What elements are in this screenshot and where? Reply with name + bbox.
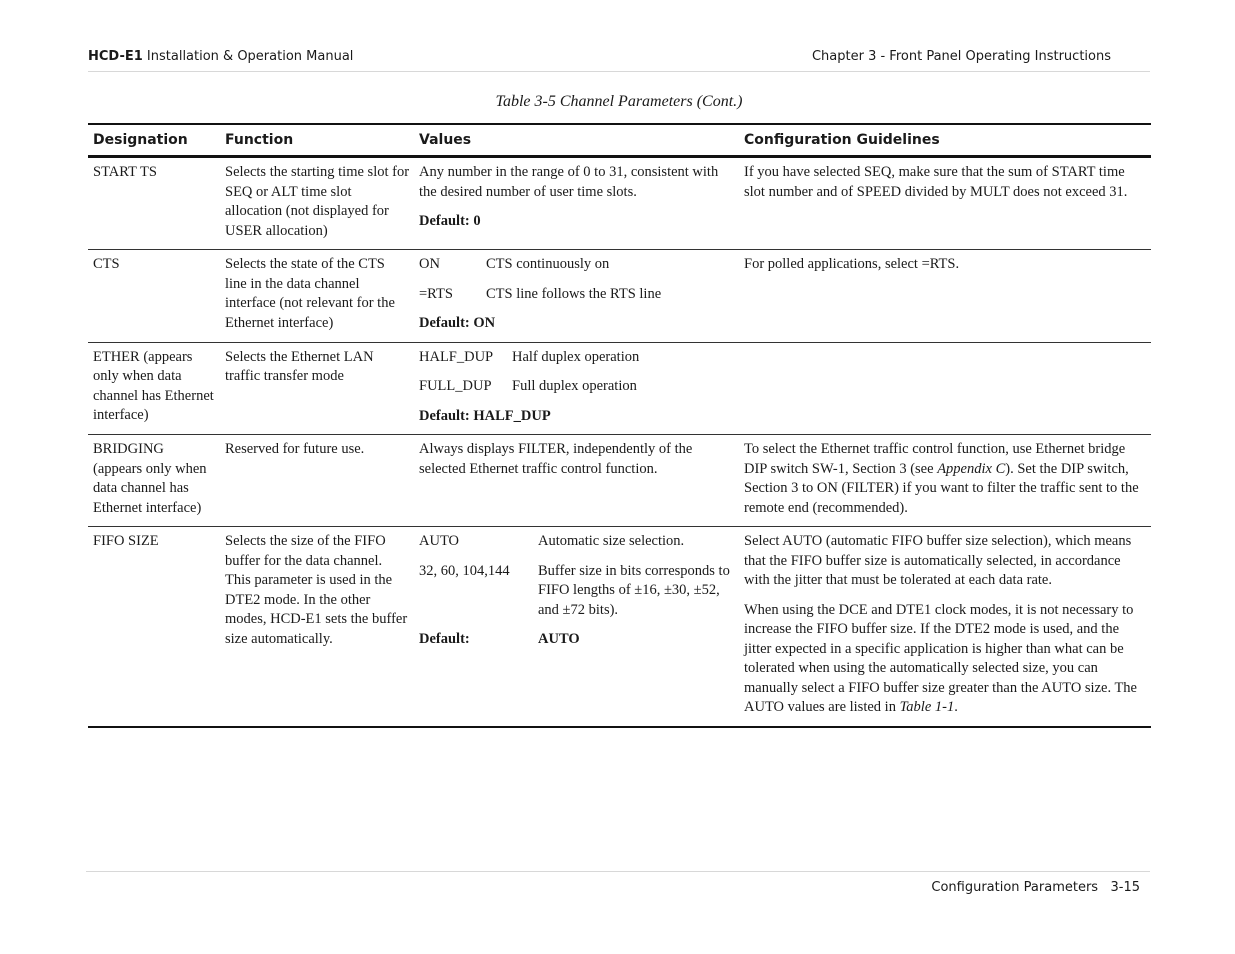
values-cell — [414, 342, 739, 435]
values-cell — [414, 157, 739, 250]
values-cell — [414, 250, 739, 343]
guideline-paragraph: Select AUTO (automatic FIFO buffer size selection), which means that the FIFO buffer size is automatically selected, in accordance with the jitter that must be tolerated at each data rate. — [744, 533, 1132, 588]
column-header-values: Values — [414, 124, 739, 157]
designation-cell: ETHER (appears only when data channel has Ethernet interface) — [88, 342, 220, 435]
default-value: Default: 0 — [419, 213, 481, 229]
value-option — [419, 348, 735, 368]
product-name: HCD-E1 — [88, 49, 143, 64]
option-desc: Half duplex operation — [512, 348, 640, 365]
guidelines-cell — [739, 342, 1151, 435]
designation-cell: START TS — [88, 157, 220, 250]
function-cell: Selects the state of the CTS line in the data channel interface (not relevant for the Ethernet interface) — [220, 250, 414, 343]
default-value: Default: ON — [419, 315, 496, 331]
option-desc: CTS continuously on — [486, 256, 610, 272]
value-option — [419, 532, 735, 552]
default-label: Default: — [419, 631, 470, 647]
guideline-text: When using the DCE and DTE1 clock modes, it is not necessary to increase the FIFO buffer size. If the DTE2 mode is used, and the jitter expected in a specific application is higher than what can be tolerated when using the automatically selected size, you can manually select a FIFO buffer size greater than the AUTO size. The AUTO values are listed in — [744, 601, 1137, 715]
guideline-text: ). Set the DIP switch, Section 3 to ON (FILTER) if you want to filter the traffic sent to the remote end (recommended). — [744, 460, 1139, 516]
values-cell: Always displays FILTER, independently of the selected Ethernet traffic control function. — [414, 435, 739, 527]
chapter-title: Chapter 3 - Front Panel Operating Instructions — [811, 49, 1111, 64]
footer-label — [931, 880, 1140, 895]
value-option — [419, 377, 735, 397]
guidelines-cell: For polled applications, select =RTS. — [739, 250, 1151, 343]
appendix-reference: Appendix C — [937, 460, 1006, 477]
column-header-designation: Designation — [88, 124, 220, 157]
function-cell: Selects the size of the FIFO buffer for the data channel. This parameter is used in the DTE2 mode. In the other modes, HCD-E1 sets the buffer size automatically. — [220, 527, 414, 727]
values-text: Any number in the range of 0 to 31, consistent with the desired number of user time slots. — [419, 164, 719, 200]
option-key: FULL_DUP — [419, 378, 492, 394]
option-key: AUTO — [419, 533, 460, 549]
column-header-function: Function — [220, 124, 414, 157]
option-desc: CTS line follows the RTS line — [486, 285, 662, 302]
function-cell: Selects the starting time slot for SEQ or ALT time slot allocation (not displayed for USER allocation) — [220, 157, 414, 250]
function-cell: Reserved for future use. — [220, 435, 414, 527]
manual-name: Installation & Operation Manual — [146, 49, 354, 64]
option-key: 32, 60, 104,144 — [419, 562, 510, 579]
guidelines-cell — [739, 527, 1151, 727]
option-key: ON — [419, 256, 440, 272]
guideline-text: To select the Ethernet traffic control function, use Ethernet bridge DIP switch SW-1, Section 3 (see — [744, 441, 1126, 477]
value-option — [419, 562, 735, 621]
function-cell: Selects the Ethernet LAN traffic transfer mode — [220, 342, 414, 435]
table-row — [88, 527, 1151, 727]
page-number: 3-15 — [1110, 880, 1140, 895]
table-reference: Table 1-1 — [899, 699, 955, 715]
designation-cell: FIFO SIZE — [88, 527, 220, 727]
footer-section: Configuration Parameters — [931, 880, 1099, 895]
guideline-paragraph — [744, 601, 1147, 718]
guidelines-cell — [739, 435, 1151, 527]
designation-cell: CTS — [88, 250, 220, 343]
option-desc: Automatic size selection. — [538, 533, 685, 549]
channel-parameters-table — [88, 123, 1151, 728]
default-value — [419, 630, 735, 650]
table-row — [88, 342, 1151, 435]
table-row — [88, 157, 1151, 250]
values-cell — [414, 527, 739, 727]
page-footer — [86, 871, 1150, 895]
guidelines-cell: If you have selected SEQ, make sure that the sum of START time slot number and of SPEED divided by MULT does not exceed 31. — [739, 157, 1151, 250]
table-caption: Table 3-5 Channel Parameters (Cont.) — [495, 93, 743, 110]
option-desc: Buffer size in bits corresponds to FIFO lengths of ±16, ±30, ±52, and ±72 bits). — [538, 562, 730, 618]
table-row — [88, 250, 1151, 343]
option-key: HALF_DUP — [419, 348, 494, 365]
table-row — [88, 435, 1151, 527]
value-option — [419, 255, 735, 275]
guideline-text: . — [954, 699, 958, 715]
table-header-row — [88, 124, 1151, 157]
option-key: =RTS — [419, 285, 453, 302]
default-setting: AUTO — [538, 631, 580, 647]
column-header-guidelines: Configuration Guidelines — [739, 124, 1151, 157]
designation-cell: BRIDGING (appears only when data channel has Ethernet interface) — [88, 435, 220, 527]
value-option — [419, 285, 735, 305]
header-title — [88, 49, 353, 64]
default-value: Default: HALF_DUP — [419, 407, 551, 424]
option-desc: Full duplex operation — [512, 378, 637, 394]
page-header — [88, 48, 1150, 72]
